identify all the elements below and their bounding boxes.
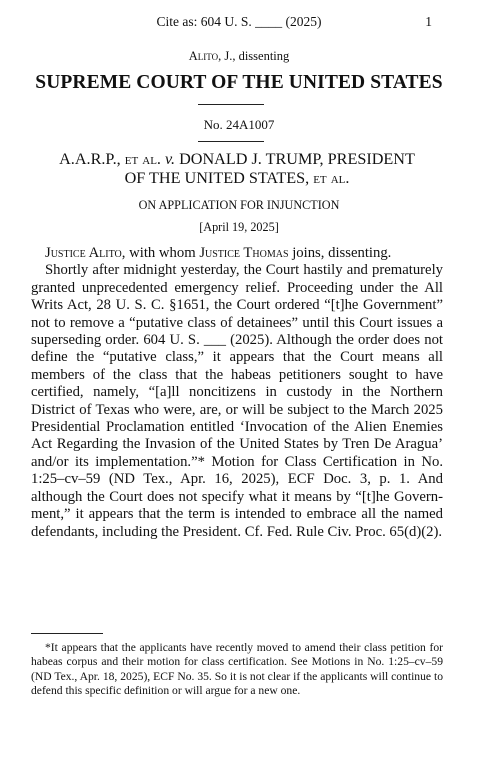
caption-et-al-2: et al. [313,169,350,187]
docket-number: No. 24A1007 [203,117,275,132]
caption-party-2: DONALD J. TRUMP, PRESIDENT [179,150,415,168]
docket-rule [198,141,264,142]
page-number: 1 [425,14,432,29]
caption-party-1: A.A.R.P., [59,150,125,168]
application-heading: ON APPLICATION FOR INJUNCTION [138,198,340,212]
court-title: SUPREME COURT OF THE UNITED STATES [35,72,443,93]
footnote-rule [31,633,103,634]
opinion-body [31,245,443,541]
dissent-author: Alito, J. [188,49,233,63]
dissent-label: , dissenting [232,49,290,63]
caption-versus: v. [160,150,180,168]
main-paragraph: Shortly after midnight yesterday, the Court hastily and prematurely granted unprecedented emergency relief. Proceeding under the All Writs Act, 28 U. S. C. §1651, the Court ordered “[t]he Government” not to remove a “putative class of detainees” until this Court issues a superseding order. 604 U. S. ___ (2025). Although the order does not define the “putative class,” it appears that the Court means all members of the class that the habeas petitioners sought to have certified, namely, “[a]ll noncitizens in custody in the Northern District of Texas who were, are, or will be subject to the March 2025 Presidential Proclamation entitled ‘Invocation of the Alien Enemies Act Regarding the Invasion of the United States by Tren De Aragua’ and/or its implementation.”* Motion for Class Certification in No. 1:25–cv–59 (ND Tex., Apr. 16, 2025), ECF Doc. 3, p. 1. And although the Court does not specify what it means by “[t]he Government,” it appears that the term is intended to embrace all the named defendants, including the President. Cf. Fed. Rule Civ. Proc. 65(d)(2). [31,262,443,540]
case-caption [30,150,444,188]
dissent-heading [0,49,478,64]
decision-date: [April 19, 2025] [199,220,279,234]
caption-et-al-1: et al. [124,150,161,168]
footnote-text: *It appears that the applicants have recently moved to amend their class petition for habeas corpus and their motion for class certification. See Motions in No. 1:25–cv–59 (ND Tex., Apr. 18, 2025), ECF No. 35. So it is not clear if the applicants will continue to defend this specific definition or will argue for a new one. [31,641,443,698]
footnote [31,641,443,699]
justice-name-1: Justice Alito [45,245,122,261]
opening-end: joins, dissenting. [288,245,392,261]
opening-paragraph [31,245,443,262]
title-rule [198,104,264,105]
justice-name-2: Justice Thomas [199,245,289,261]
opening-connector: , with whom [121,245,200,261]
citation-line: Cite as: 604 U. S. ____ (2025) [156,14,322,29]
caption-party-2-cont: OF THE UNITED STATES, [124,169,314,187]
